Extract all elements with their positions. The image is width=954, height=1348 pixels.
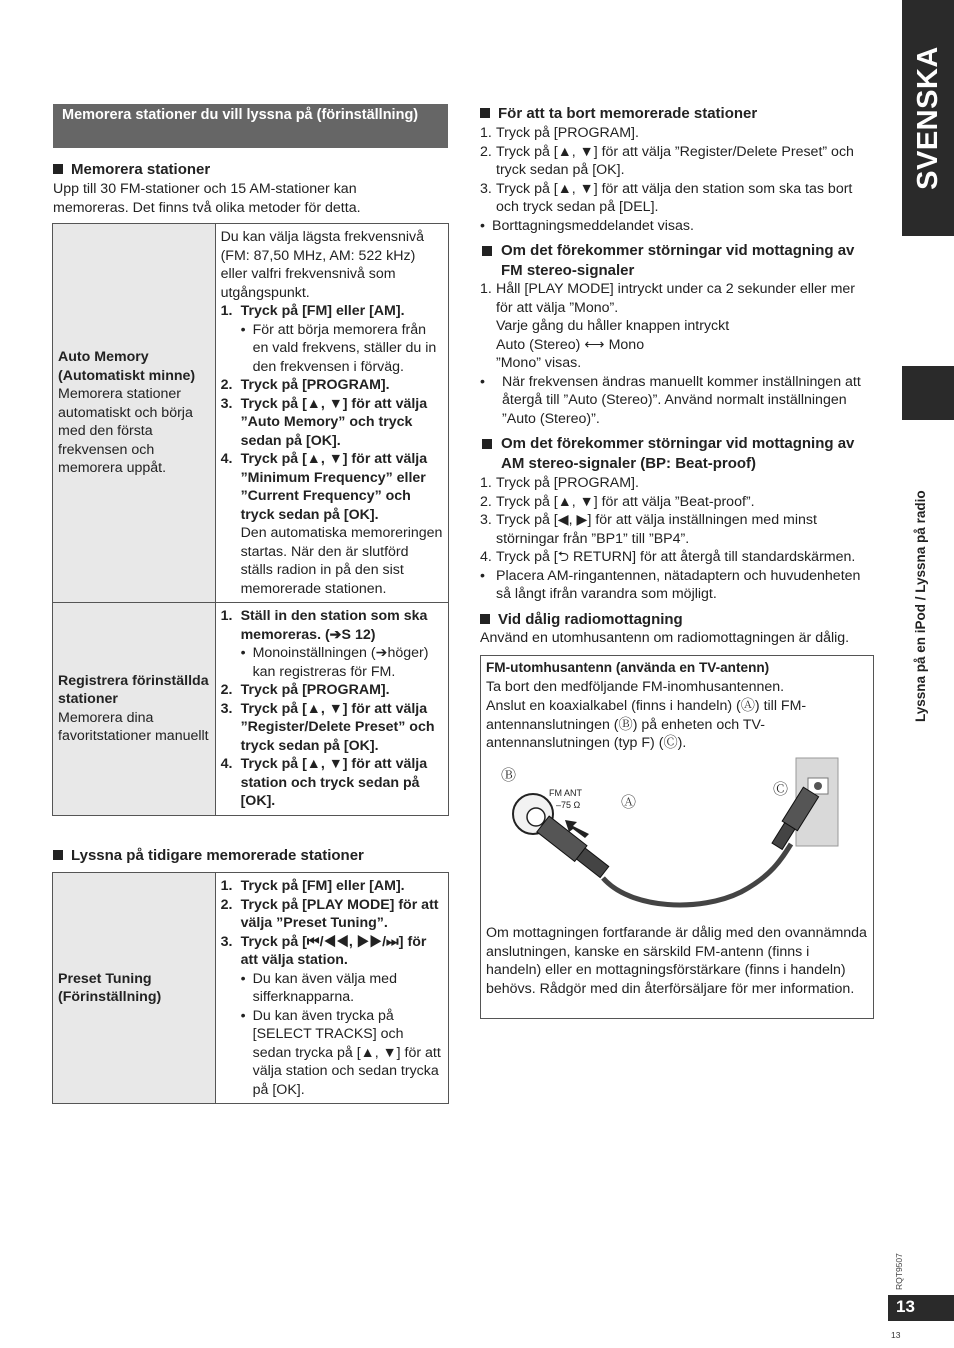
memorize-heading-text: Memorera stationer [71,161,211,178]
step-number: 1. [220,608,233,624]
step-number: 3. [480,180,492,197]
antenna-box-line1: Ta bort den medföljande FM-inomhusantennen. [486,679,785,695]
list-item [221,321,443,377]
language-tab [902,0,954,236]
step-number: 1. [220,878,233,894]
list-item [221,970,443,1007]
list-item [480,493,875,512]
list-item [221,681,443,700]
fm-ant-label: FM ANT [549,788,582,798]
auto-memory-steps [221,302,443,598]
listen-heading-text: Lyssna på tidigare memorerade stationer [71,847,364,864]
step-number: 3. [220,933,233,950]
fm-bullet-text: När frekvensen ändras manuellt kommer inställningen att återgå till ”Auto (Stereo)”. Använd normalt inställningen ”Auto (Stereo)”. [502,373,861,427]
tv-socket-pin [814,782,822,790]
step-text: Tryck på [PROGRAM]. [496,475,639,491]
step-bullet: • Du kan även trycka på [SELECT TRACKS] och sedan trycka på [▲, ▼] för att välja station och sedan trycka på [OK]. [221,1007,443,1100]
step-number: 1. [480,475,492,491]
antenna-box-title: FM-utomhusantenn (använda en TV-antenn) [486,660,770,675]
fm-ant-impedance: –75 Ω [556,800,581,810]
step-bullet: • För att börja memorera från en vald frekvens, ställer du in den frekvensen i förväg. [221,321,443,377]
poor-heading-text: Vid dålig radiomottagning [498,611,683,628]
memorize-table [52,223,449,816]
am-bullet [480,567,875,604]
antenna-box-footer: Om mottagningen fortfarande är dålig med den ovannämnda anslutningen, kanske en särskild FM-antenn (finns i handeln) eller en mottagningsförstärkare (finns i handeln) behövs. Rådgör med din återförsäljare för mer information. [486,925,867,997]
list-item [221,524,443,598]
list-item [221,395,443,451]
page-number-small: 13 [891,1330,901,1340]
step-note: Den automatiska memoreringen startas. När den är slutförd ställs radion in på den sist memorerade stationen. [240,525,443,597]
step-text: Tryck på [PROGRAM]. [240,377,390,393]
step-number: 2. [480,143,492,160]
fm-step-note-2: Auto (Stereo) ⟷ Mono [496,336,645,353]
listen-heading [53,846,364,866]
register-cell [53,603,216,816]
square-bullet-icon [480,614,490,624]
step-text: Tryck på [▲, ▼] för att välja ”Minimum Frequency” eller ”Current Frequency” och tryck sedan på [OK]. [240,451,428,523]
square-bullet-icon [482,439,492,449]
preset-title: Preset Tuning (Förinställning) [58,970,162,1005]
step-text: Tryck på [▲, ▼] för att välja ”Register/Delete Preset” och tryck sedan på [OK]. [496,143,854,178]
page-number: 13 [896,1297,915,1316]
chapter-marker [902,366,954,420]
step-number: 3. [480,512,492,528]
coax-cable [603,844,791,905]
table-row [53,603,449,816]
list-item [221,700,443,756]
square-bullet-icon [482,246,492,256]
am-heading-text: Om det förekommer störningar vid mottagning av AM stereo-signaler (BP: Beat-proof) [501,435,855,472]
register-title: Registrera förinställda stationer [58,672,209,708]
label-b: Ⓑ [501,766,517,784]
list-item [480,143,875,180]
fm-steps [480,280,875,428]
list-item [480,280,875,317]
auto-memory-intro: Du kan välja lägsta frekvensnivå (FM: 87,50 MHz, AM: 522 kHz) eller valfri frekvensnivå som utgångspunkt. [220,229,425,301]
auto-memory-cell [53,224,216,603]
list-item [221,644,443,681]
preset-steps [221,877,443,1099]
register-steps-cell [215,603,448,816]
step-text: Tryck på [⮌ RETURN] för att återgå till standardskärmen. [496,549,856,565]
am-steps [480,474,875,604]
fm-step-note-1: Varje gång du håller knappen intryckt [496,318,730,334]
antenna-connection-diagram [481,752,873,922]
step-number: 2. [220,377,233,393]
delete-heading [480,104,757,124]
list-item [221,302,443,321]
step-bullet: • Monoinställningen (➔höger) kan registreras för FM. [221,644,443,681]
square-bullet-icon [53,850,63,860]
step-number: 4. [220,756,233,772]
list-item [221,896,443,933]
list-item [221,933,443,970]
step-text: Tryck på [▲, ▼] för att välja ”Auto Memory” och tryck sedan på [OK]. [240,395,428,449]
fm-antenna-terminal-inner [527,808,545,826]
fm-step-note-3: ”Mono” visas. [496,355,582,371]
memorize-intro: Upp till 30 FM-stationer och 15 AM-stationer kan memoreras. Det finns två olika metoder för detta. [53,181,361,216]
step-text: Tryck på [PROGRAM]. [496,125,639,141]
preset-cell [53,873,216,1104]
step-text: Tryck på [◀, ▶] för att välja inställningen med minst störningar från ”BP1” till ”BP4”. [496,512,817,547]
step-text: Tryck på [FM] eller [AM]. [240,303,405,319]
step-text: Ställ in den station som ska memoreras. (➔S 12) [240,608,428,643]
step-number: 2. [480,493,492,510]
section-side-label-text: Lyssna på en iPod / Lyssna på radio [913,490,928,722]
delete-steps [480,124,875,235]
poor-text: Använd en utomhusantenn om radiomottagningen är dålig. [480,630,850,646]
step-text: Håll [PLAY MODE] intryckt under ca 2 sekunder eller mer för att välja ”Mono”. [496,281,856,316]
section-title-bar [53,104,448,148]
fm-bullet [480,373,875,429]
coax-plug-left [537,816,611,880]
poor-heading [480,610,683,630]
step-text: Tryck på [FM] eller [AM]. [240,878,405,894]
section-title: Memorera stationer du vill lyssna på (förinställning) [62,107,419,123]
square-bullet-icon [480,108,490,118]
auto-memory-desc: Memorera stationer automatiskt och börja med den första frekvensen och memorera uppåt. [58,386,193,477]
preset-table [52,872,449,1104]
step-text: Tryck på [PROGRAM]. [240,682,390,698]
list-item [480,511,875,548]
step-number: 4. [220,451,233,467]
step-text: Tryck på [▲, ▼] för att välja ”Register/Delete Preset” och tryck sedan på [OK]. [240,700,435,754]
step-number: 1. [220,303,233,319]
list-item [480,180,875,217]
step-text: Tryck på [⏮/◀◀, ▶▶/⏭] för att välja station. [240,933,427,968]
table-row [53,224,449,603]
step-text: Tryck på [▲, ▼] för att välja ”Beat-proof”. [496,493,755,510]
list-item [221,376,443,395]
label-c: Ⓒ [773,780,789,798]
square-bullet-icon [53,164,63,174]
am-heading [480,434,875,474]
step-number: 3. [220,395,233,412]
delete-heading-text: För att ta bort memorerade stationer [498,105,758,122]
auto-memory-steps-cell [215,224,448,603]
step-number: 1. [480,125,492,141]
fm-heading-text: Om det förekommer störningar vid mottagning av FM stereo-signaler [501,242,855,279]
step-number: 2. [220,682,233,698]
am-bullet-text: Placera AM-ringantennen, nätadaptern och huvudenheten så långt ifrån varandra som möjligt. [496,567,861,602]
antenna-box-line2: Anslut en koaxialkabel (finns i handeln) (Ⓐ) till FM-antennanslutningen (Ⓑ) på enheten och TV-antennanslutningen (typ F) (Ⓒ). [486,698,807,751]
memorize-heading [53,160,210,180]
list-item [221,450,443,524]
step-number: 2. [220,896,233,913]
table-row [53,873,449,1104]
doc-code: RQT9507 [894,1253,904,1290]
register-steps [221,607,443,811]
list-item [480,548,875,567]
step-number: 1. [480,281,492,297]
page-number-box [888,1295,954,1321]
fm-heading [480,241,875,281]
language-tab-label: SVENSKA [911,46,944,190]
list-item [480,474,875,493]
preset-steps-cell [215,873,448,1104]
list-item [221,877,443,896]
register-desc: Memorera dina favoritstationer manuellt [58,709,209,745]
step-number: 3. [220,700,233,717]
list-item [221,607,443,644]
antenna-box [480,655,874,1019]
step-number: 4. [480,549,492,565]
step-bullet: • Du kan även välja med sifferknapparna. [221,970,443,1007]
list-item [221,755,443,811]
list-item [480,124,875,143]
list-item [221,1007,443,1100]
step-text: Tryck på [▲, ▼] för att välja station och tryck sedan på [OK]. [240,756,428,809]
label-a: Ⓐ [621,793,637,811]
delete-bullet: • Borttagningsmeddelandet visas. [480,217,875,236]
step-text: Tryck på [PLAY MODE] för att välja ”Preset Tuning”. [240,896,439,931]
step-text: Tryck på [▲, ▼] för att välja den station som ska tas bort och tryck sedan på [DEL]. [496,180,853,215]
auto-memory-title: Auto Memory (Automatiskt minne) [58,349,196,384]
